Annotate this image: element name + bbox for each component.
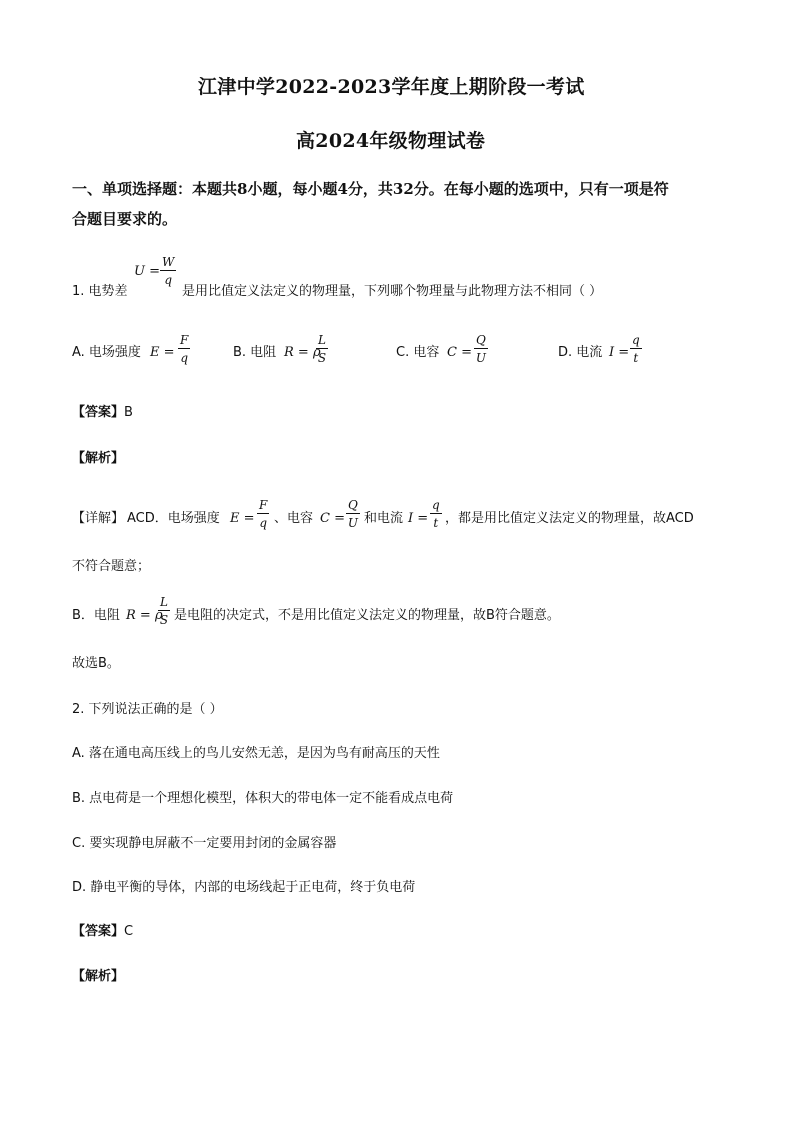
detail-formula-r-fraction bbox=[158, 596, 170, 626]
detail-formula-r-lhs: R = ρ bbox=[126, 608, 163, 623]
detail-text-line2: 不符合题意； bbox=[72, 559, 151, 574]
option-lhs: E = bbox=[150, 345, 175, 360]
numerator: F bbox=[259, 498, 268, 512]
option-label: B. 电阻 bbox=[233, 345, 277, 360]
option-b: B. 点电荷是一个理想化模型，体积大的带电体一定不能看成点电荷 bbox=[72, 791, 454, 806]
answer-tag: 【答案】 bbox=[72, 924, 125, 939]
denominator: S bbox=[159, 613, 169, 627]
detail-formula-e-fraction bbox=[257, 499, 269, 529]
detail-text-d: ，都是用比值定义法定义的物理量，故ACD bbox=[445, 511, 694, 526]
exam-subtitle: 高2024年级物理试卷 bbox=[296, 130, 486, 152]
option-fraction bbox=[474, 334, 488, 364]
option-a: A. 落在通电高压线上的鸟儿安然无恙，是因为鸟有耐高压的天性 bbox=[72, 746, 440, 761]
denominator: t bbox=[433, 516, 439, 530]
detail-text-c: 和电流 bbox=[364, 511, 404, 526]
denominator: U bbox=[347, 516, 358, 530]
detail-formula-e-lhs: E = bbox=[230, 511, 255, 526]
answer-line bbox=[72, 925, 133, 938]
analysis-tag: 【解析】 bbox=[72, 969, 125, 984]
numerator: Q bbox=[348, 498, 358, 512]
option-lhs: C = bbox=[447, 345, 472, 360]
detail-formula-c-lhs: C = bbox=[320, 511, 345, 526]
option-d: D. 静电平衡的导体，内部的电场线起于正电荷，终于负电荷 bbox=[72, 880, 416, 895]
answer-value: C bbox=[124, 924, 134, 939]
detail-text-b-option: B．电阻 bbox=[72, 608, 120, 623]
formula-lhs: U = bbox=[134, 264, 160, 279]
denominator: t bbox=[633, 351, 639, 365]
section-heading-cont: 合题目要求的。 bbox=[72, 210, 178, 228]
analysis-tag: 【解析】 bbox=[72, 451, 125, 466]
detail-formula-i-lhs: I = bbox=[408, 511, 429, 526]
numerator: Q bbox=[476, 333, 486, 347]
denominator: q bbox=[259, 516, 267, 530]
detail-text-b-tail: 是电阻的决定式，不是用比值定义法定义的物理量，故B符合题意。 bbox=[174, 608, 560, 623]
answer-line bbox=[72, 406, 133, 419]
numerator: q bbox=[632, 333, 640, 347]
option-lhs: I = bbox=[609, 345, 630, 360]
numerator: L bbox=[318, 333, 326, 347]
option-label: C. 电容 bbox=[396, 345, 440, 360]
denominator: q bbox=[180, 351, 188, 365]
detail-text-b: 、电容 bbox=[274, 511, 314, 526]
section-heading: 一、单项选择题：本题共8小题，每小题4分，共32分。在每小题的选项中，只有一项是符 bbox=[72, 180, 669, 198]
option-fraction bbox=[630, 334, 642, 364]
option-c: C. 要实现静电屏蔽不一定要用封闭的金属容器 bbox=[72, 836, 337, 851]
detail-text-a: ACD．电场强度 bbox=[127, 511, 220, 526]
option-fraction bbox=[316, 334, 328, 364]
conclusion: 故选B。 bbox=[72, 656, 120, 671]
question-stem: 2. 下列说法正确的是（ ） bbox=[72, 702, 223, 717]
answer-value: B bbox=[124, 405, 133, 420]
formula-denominator: q bbox=[164, 273, 173, 287]
detail-formula-i-fraction bbox=[430, 499, 442, 529]
question-stem-prefix: 1. 电势差 bbox=[72, 284, 128, 299]
option-lhs: R = ρ bbox=[284, 345, 321, 360]
formula-fraction bbox=[160, 256, 176, 286]
numerator: q bbox=[432, 498, 440, 512]
option-fraction bbox=[178, 334, 190, 364]
formula-numerator: W bbox=[162, 255, 175, 269]
option-label: A. 电场强度 bbox=[72, 345, 141, 360]
denominator: U bbox=[475, 351, 486, 365]
numerator: F bbox=[180, 333, 189, 347]
denominator: S bbox=[317, 351, 327, 365]
option-label: D. 电流 bbox=[558, 345, 603, 360]
answer-tag: 【答案】 bbox=[72, 405, 125, 420]
numerator: L bbox=[160, 595, 168, 609]
detail-formula-c-fraction bbox=[346, 499, 360, 529]
detail-tag: 【详解】 bbox=[72, 511, 125, 526]
question-stem: 是用比值定义法定义的物理量，下列哪个物理量与此物理方法不相同（ ） bbox=[182, 284, 603, 299]
exam-title: 江津中学2022-2023学年度上期阶段一考试 bbox=[198, 76, 585, 98]
